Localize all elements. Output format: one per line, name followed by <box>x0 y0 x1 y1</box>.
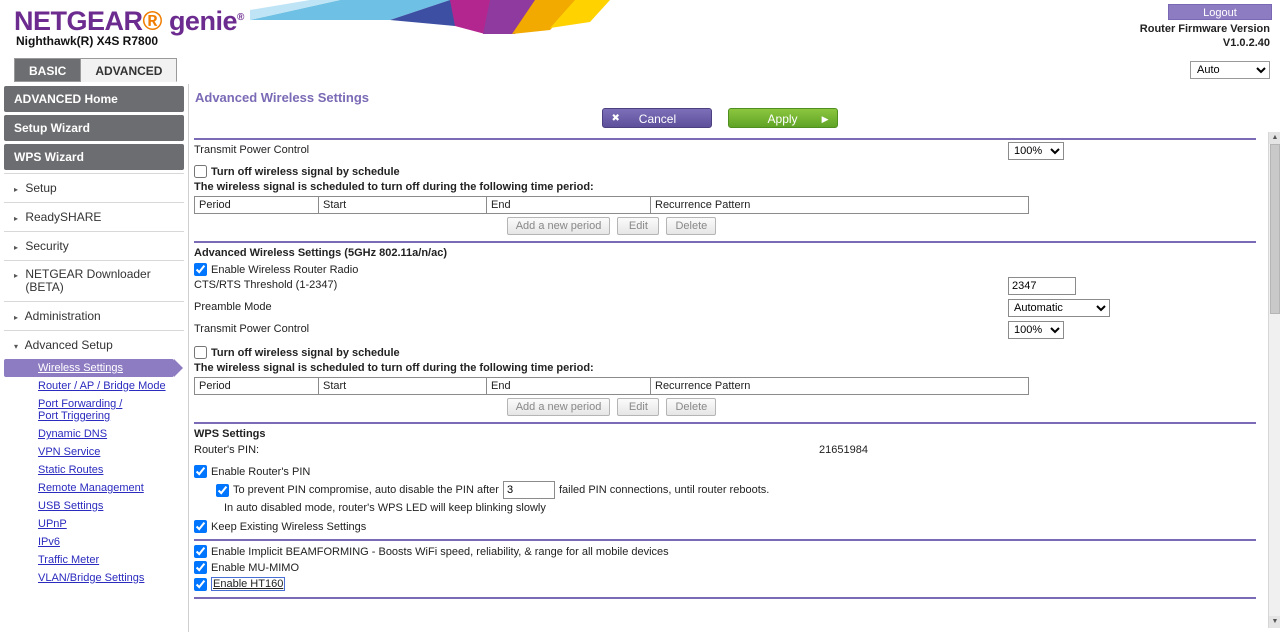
logo-genie-text: genie <box>168 6 237 36</box>
col-period-5g: Period <box>195 378 319 395</box>
decorative-ribbon-graphic <box>250 0 610 34</box>
section-title-wps: WPS Settings <box>194 428 266 440</box>
col-recurrence-24: Recurrence Pattern <box>651 197 1029 214</box>
beamforming-row[interactable] <box>194 545 1256 558</box>
sidebar-group-administration-label: Administration <box>24 309 101 323</box>
sidebar-group-netgear-downloader[interactable] <box>4 260 184 301</box>
chevron-right-icon: ▸ <box>14 271 19 280</box>
logo-netgear-text: NETGEAR <box>14 6 143 36</box>
router-pin-row <box>194 444 1256 462</box>
main-panel <box>190 84 1280 632</box>
edit-period-button-5g[interactable]: Edit <box>617 398 659 416</box>
preamble-select-5g[interactable] <box>1008 299 1110 317</box>
firmware-version-label: Router Firmware Version <box>1139 23 1270 35</box>
cts-rts-input-5g[interactable] <box>1008 277 1076 295</box>
schedule-table-5g <box>194 377 1029 395</box>
chevron-right-icon: ▸ <box>14 185 19 194</box>
sidebar-group-security-label: Security <box>25 239 69 253</box>
schedule-table-24 <box>194 196 1029 214</box>
enable-radio-row-5g[interactable] <box>194 263 1256 276</box>
schedule-table-buttons-5g <box>194 398 1029 416</box>
table-header-row <box>195 378 1029 395</box>
delete-period-button-5g[interactable]: Delete <box>666 398 716 416</box>
sidebar-item-vlan-bridge-settings[interactable]: VLAN/Bridge Settings <box>38 572 145 584</box>
router-pin-value: 21651984 <box>819 444 868 456</box>
scroll-down-arrow-icon[interactable]: ▼ <box>1269 616 1280 628</box>
sidebar-item-setup-wizard[interactable]: Setup Wizard <box>4 115 184 141</box>
sidebar-item-usb-settings[interactable]: USB Settings <box>38 500 104 512</box>
keep-existing-wireless-row[interactable] <box>194 520 1256 533</box>
preamble-row-5g <box>194 301 1256 321</box>
logout-button[interactable]: Logout <box>1168 4 1272 20</box>
close-icon: ✖ <box>611 113 620 124</box>
tab-basic[interactable]: BASIC <box>14 58 81 82</box>
scrollbar-thumb[interactable] <box>1270 144 1280 314</box>
chevron-right-icon: ▸ <box>14 243 19 252</box>
apply-button-label: Apply <box>767 112 798 126</box>
language-select[interactable] <box>1190 61 1270 79</box>
sidebar-item-upnp[interactable]: UPnP <box>38 518 67 530</box>
main-tabs <box>14 58 177 82</box>
schedule-checkbox-label-5g: Turn off wireless signal by schedule <box>211 346 400 359</box>
firmware-version-value: V1.0.2.40 <box>1222 37 1270 49</box>
mu-mimo-checkbox[interactable] <box>194 561 207 574</box>
logo-reg-mark: ® <box>142 6 162 36</box>
sidebar-group-readyshare-label: ReadySHARE <box>25 210 102 224</box>
sidebar-group-advanced-setup-label: Advanced Setup <box>24 338 113 352</box>
section-title-5ghz: Advanced Wireless Settings (5GHz 802.11a/n/ac) <box>194 247 448 259</box>
page-title: Advanced Wireless Settings <box>195 90 369 105</box>
sidebar-item-port-forwarding[interactable]: Port Forwarding / Port Triggering <box>38 398 123 422</box>
router-pin-label: Router's PIN: <box>194 444 260 456</box>
schedule-table-buttons-24 <box>194 217 1029 235</box>
ht160-checkbox[interactable] <box>194 578 207 591</box>
sidebar-item-static-routes[interactable]: Static Routes <box>38 464 104 476</box>
sidebar-item-traffic-meter[interactable]: Traffic Meter <box>38 554 100 566</box>
sidebar-item-wps-wizard[interactable]: WPS Wizard <box>4 144 184 170</box>
netgear-genie-logo <box>14 6 244 37</box>
logo-genie-reg-mark: ® <box>236 12 244 23</box>
col-period-24: Period <box>195 197 319 214</box>
cancel-button[interactable] <box>602 108 712 128</box>
sidebar-group-administration[interactable] <box>4 301 184 330</box>
enable-router-pin-row[interactable] <box>194 465 1256 478</box>
schedule-checkbox-row-24[interactable] <box>194 165 1256 178</box>
apply-button[interactable] <box>728 108 838 128</box>
divider <box>194 422 1256 424</box>
mu-mimo-row[interactable] <box>194 561 1256 574</box>
chevron-right-icon: ▸ <box>14 214 19 223</box>
sidebar-item-wireless-settings[interactable]: Wireless Settings <box>4 359 174 377</box>
wps-led-note: In auto disabled mode, router's WPS LED will keep blinking slowly <box>224 502 546 514</box>
col-recurrence-5g: Recurrence Pattern <box>651 378 1029 395</box>
col-start-24: Start <box>319 197 487 214</box>
enable-router-pin-label: Enable Router's PIN <box>211 465 311 478</box>
keep-existing-wireless-checkbox[interactable] <box>194 520 207 533</box>
transmit-power-label-5g: Transmit Power Control <box>194 323 310 335</box>
add-period-button-5g[interactable]: Add a new period <box>507 398 611 416</box>
ht160-label: Enable HT160 <box>213 578 284 590</box>
preamble-label-5g: Preamble Mode <box>194 301 272 313</box>
chevron-right-icon: ▸ <box>14 313 19 322</box>
schedule-note-24: The wireless signal is scheduled to turn off during the following time period: <box>194 181 594 193</box>
table-header-row <box>195 197 1029 214</box>
sidebar-group-readyshare[interactable] <box>4 202 184 231</box>
transmit-power-label-24: Transmit Power Control <box>194 144 310 156</box>
divider <box>194 539 1256 541</box>
sidebar-item-vpn-service[interactable]: VPN Service <box>38 446 101 458</box>
content-scrollbar[interactable] <box>1268 132 1280 628</box>
auto-disable-pin-row[interactable] <box>216 481 1256 499</box>
cts-rts-label-5g: CTS/RTS Threshold (1-2347) <box>194 279 338 291</box>
tab-advanced[interactable]: ADVANCED <box>81 58 177 82</box>
schedule-checkbox-24[interactable] <box>194 165 207 178</box>
edit-period-button-24[interactable]: Edit <box>617 217 659 235</box>
enable-router-pin-checkbox[interactable] <box>194 465 207 478</box>
schedule-note-5g: The wireless signal is scheduled to turn off during the following time period: <box>194 362 594 374</box>
keep-existing-wireless-label: Keep Existing Wireless Settings <box>211 520 367 533</box>
transmit-power-row-5g <box>194 323 1256 343</box>
sidebar-group-setup[interactable] <box>4 173 184 202</box>
cancel-button-label: Cancel <box>638 112 677 126</box>
sidebar-group-advanced-setup[interactable] <box>4 330 184 359</box>
auto-disable-pin-checkbox[interactable] <box>216 484 229 497</box>
col-start-5g: Start <box>319 378 487 395</box>
router-model-label: Nighthawk(R) X4S R7800 <box>16 34 159 48</box>
beamforming-label: Enable Implicit BEAMFORMING - Boosts WiFi speed, reliability, & range for all mobile devices <box>211 545 669 558</box>
enable-radio-label-5g: Enable Wireless Router Radio <box>211 263 359 276</box>
enable-radio-checkbox-5g[interactable] <box>194 263 207 276</box>
col-end-5g: End <box>487 378 651 395</box>
cts-rts-row-5g <box>194 279 1256 299</box>
sidebar-item-remote-management[interactable]: Remote Management <box>38 482 144 494</box>
sidebar-item-dynamic-dns[interactable]: Dynamic DNS <box>38 428 108 440</box>
sidebar-group-netgear-downloader-label: NETGEAR Downloader (BETA) <box>25 267 151 294</box>
col-end-24: End <box>487 197 651 214</box>
add-period-button-24[interactable]: Add a new period <box>507 217 611 235</box>
sidebar-group-setup-label: Setup <box>25 181 57 195</box>
transmit-power-select-24[interactable] <box>1008 142 1064 160</box>
schedule-checkbox-label-24: Turn off wireless signal by schedule <box>211 165 400 178</box>
divider <box>194 241 1256 243</box>
sidebar-group-security[interactable] <box>4 231 184 260</box>
sidebar <box>0 84 189 632</box>
schedule-checkbox-5g[interactable] <box>194 346 207 359</box>
transmit-power-row-24 <box>194 144 1256 162</box>
divider <box>194 138 1256 140</box>
sidebar-item-router-ap-bridge-mode[interactable]: Router / AP / Bridge Mode <box>38 380 166 392</box>
sidebar-item-advanced-home[interactable]: ADVANCED Home <box>4 86 184 112</box>
mu-mimo-label: Enable MU-MIMO <box>211 561 300 574</box>
settings-content <box>194 132 1256 632</box>
schedule-checkbox-row-5g[interactable] <box>194 346 1256 359</box>
chevron-down-icon: ▾ <box>14 342 19 351</box>
arrow-right-icon: ▶ <box>821 114 829 124</box>
action-button-bar <box>190 108 1250 128</box>
auto-disable-suffix-label: failed PIN connections, until router reboots. <box>558 484 770 496</box>
ht160-row[interactable] <box>194 577 1256 591</box>
delete-period-button-24[interactable]: Delete <box>666 217 716 235</box>
beamforming-checkbox[interactable] <box>194 545 207 558</box>
scroll-up-arrow-icon[interactable]: ▲ <box>1269 132 1280 144</box>
auto-disable-attempts-input[interactable] <box>503 481 555 499</box>
divider <box>194 597 1256 599</box>
transmit-power-select-5g[interactable] <box>1008 321 1064 339</box>
sidebar-item-ipv6[interactable]: IPv6 <box>38 536 61 548</box>
auto-disable-prefix-label: To prevent PIN compromise, auto disable the PIN after <box>233 484 499 496</box>
header <box>0 0 1280 52</box>
